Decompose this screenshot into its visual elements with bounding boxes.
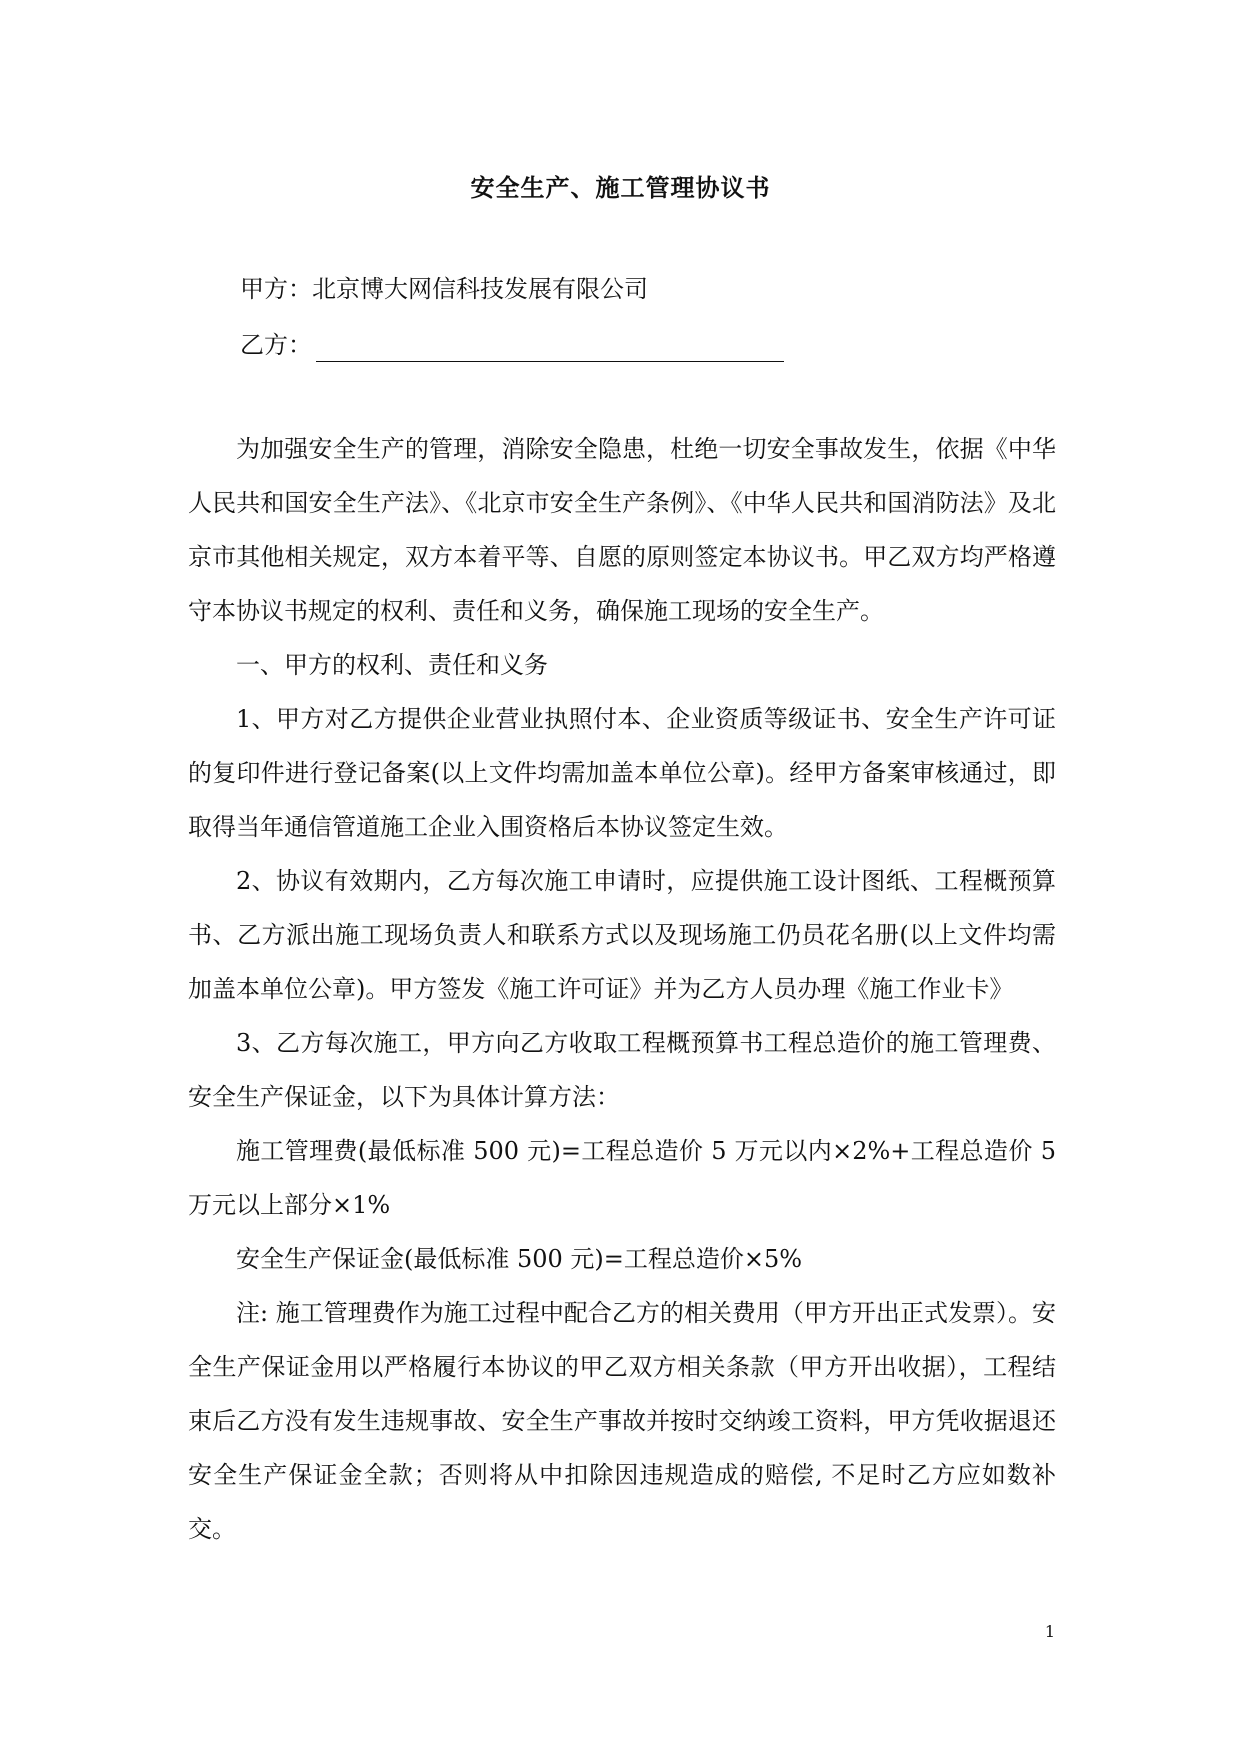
party-b-label: 乙方： bbox=[240, 331, 312, 359]
management-fee-formula: 施工管理费(最低标准 500 元)=工程总造价 5 万元以内×2%+工程总造价 5 万元以上部分×1% bbox=[188, 1137, 1056, 1219]
note-paragraph: 注: 施工管理费作为施工过程中配合乙方的相关费用（甲方开出正式发票）。安全生产保证金用以严格履行本协议的甲乙双方相关条款（甲方开出收据），工程结束后乙方没有发生违规事故、安全生产事故并按时交纳竣工资料，甲方凭收据退还安全生产保证金全款；否则将从中扣除因违规造成的赔偿, 不足时乙方应如数补交。 bbox=[188, 1299, 1056, 1543]
safety-deposit-formula: 安全生产保证金(最低标准 500 元)=工程总造价×5% bbox=[236, 1245, 803, 1273]
page-number: 1 bbox=[1044, 1622, 1056, 1641]
party-b-line bbox=[240, 328, 784, 362]
clause-2: 2、协议有效期内，乙方每次施工申请时，应提供施工设计图纸、工程概预算书、乙方派出施工现场负责人和联系方式以及现场施工仍员花名册(以上文件均需加盖本单位公章)。甲方签发《施工许可证》并为乙方人员办理《施工作业卡》 bbox=[188, 867, 1056, 1003]
party-a-label: 甲方： bbox=[240, 275, 312, 303]
clause-1: 1、甲方对乙方提供企业营业执照付本、企业资质等级证书、安全生产许可证的复印件进行登记备案(以上文件均需加盖本单位公章)。经甲方备案审核通过，即取得当年通信管道施工企业入围资格后本协议签定生效。 bbox=[188, 705, 1056, 841]
party-a-name: 北京博大网信科技发展有限公司 bbox=[312, 275, 648, 303]
intro-paragraph: 为加强安全生产的管理，消除安全隐患，杜绝一切安全事故发生，依据《中华人民共和国安全生产法》、《北京市安全生产条例》、《中华人民共和国消防法》及北京市其他相关规定，双方本着平等、自愿的原则签定本协议书。甲乙双方均严格遵守本协议书规定的权利、责任和义务，确保施工现场的安全生产。 bbox=[188, 435, 1056, 625]
party-a-line bbox=[240, 272, 648, 306]
document-title: 安全生产、施工管理协议书 bbox=[470, 173, 771, 202]
clause-3: 3、乙方每次施工，甲方向乙方收取工程概预算书工程总造价的施工管理费、安全生产保证金，以下为具体计算方法： bbox=[188, 1029, 1056, 1111]
section-heading-party-a: 一、甲方的权利、责任和义务 bbox=[236, 651, 548, 679]
agreement-body bbox=[188, 422, 1056, 1556]
party-b-blank-line bbox=[316, 335, 784, 362]
